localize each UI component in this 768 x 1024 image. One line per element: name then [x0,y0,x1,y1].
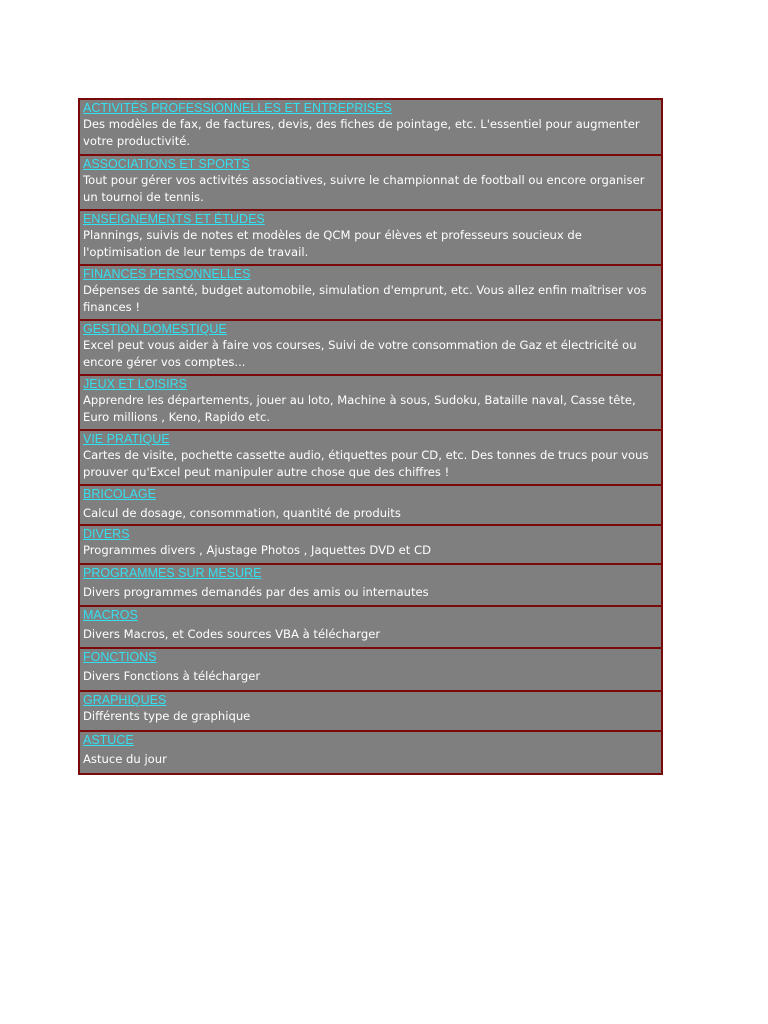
category-table [78,98,663,775]
category-description: Plannings, suivis de notes et modèles de QCM pour élèves et professeurs soucieux de l'optimisation de leur temps de travail. [83,228,582,259]
category-link-bricolage[interactable]: BRICOLAGE [83,487,156,501]
table-row [80,732,661,773]
table-row [80,321,661,376]
category-description: Calcul de dosage, consommation, quantité de produits [83,506,401,520]
table-row [80,376,661,431]
category-link-gestion-domestique[interactable]: GESTION DOMESTIQUE [83,322,227,336]
table-row [80,156,661,211]
category-link-finances-personnelles[interactable]: FINANCES PERSONNELLES [83,267,251,281]
table-row [80,692,661,732]
category-link-astuce[interactable]: ASTUCE [83,733,134,747]
category-description: Divers programmes demandés par des amis ou internautes [83,585,429,599]
table-row [80,607,661,649]
category-link-fonctions[interactable]: FONCTIONS [83,650,157,664]
category-link-enseignements-etudes[interactable]: ENSEIGNEMENTS ET ÉTUDES [83,212,265,226]
category-description: Excel peut vous aider à faire vos courses, Suivi de votre consommation de Gaz et électricité ou encore gérer vos comptes... [83,338,637,369]
category-description: Des modèles de fax, de factures, devis, des fiches de pointage, etc. L'essentiel pour augmenter votre productivité. [83,117,640,148]
category-link-graphiques[interactable]: GRAPHIQUES [83,693,167,707]
category-link-jeux-loisirs[interactable]: JEUX ET LOISIRS [83,377,187,391]
category-description: Tout pour gérer vos activités associatives, suivre le championnat de football ou encore organiser un tournoi de tennis. [83,173,645,204]
category-description: Programmes divers , Ajustage Photos , Jaquettes DVD et CD [83,543,432,557]
category-link-programmes-sur-mesure[interactable]: PROGRAMMES SUR MESURE [83,566,262,580]
category-description: Différents type de graphique [83,709,251,723]
category-link-activites-professionnelles[interactable]: ACTIVITÉS PROFESSIONNELLES ET ENTREPRISES [83,101,392,115]
category-description: Astuce du jour [83,752,167,766]
category-link-macros[interactable]: MACROS [83,608,138,622]
table-row [80,431,661,486]
category-description: Apprendre les départements, jouer au loto, Machine à sous, Sudoku, Bataille naval, Casse tête, Euro millions , Keno, Rapido etc. [83,393,636,424]
category-link-associations-sports[interactable]: ASSOCIATIONS ET SPORTS [83,157,250,171]
table-row [80,266,661,321]
category-description: Divers Fonctions à télécharger [83,669,261,683]
category-description: Dépenses de santé, budget automobile, simulation d'emprunt, etc. Vous allez enfin maîtriser vos finances ! [83,283,647,314]
category-link-divers[interactable]: DIVERS [83,527,130,541]
category-description: Divers Macros, et Codes sources VBA à télécharger [83,627,381,641]
table-row [80,100,661,156]
table-row [80,526,661,565]
table-row [80,565,661,607]
category-description: Cartes de visite, pochette cassette audio, étiquettes pour CD, etc. Des tonnes de trucs pour vous prouver qu'Excel peut manipuler autre chose que des chiffres ! [83,448,649,479]
category-link-vie-pratique[interactable]: VIE PRATIQUE [83,432,170,446]
table-row [80,486,661,526]
table-row [80,649,661,692]
table-row [80,211,661,266]
